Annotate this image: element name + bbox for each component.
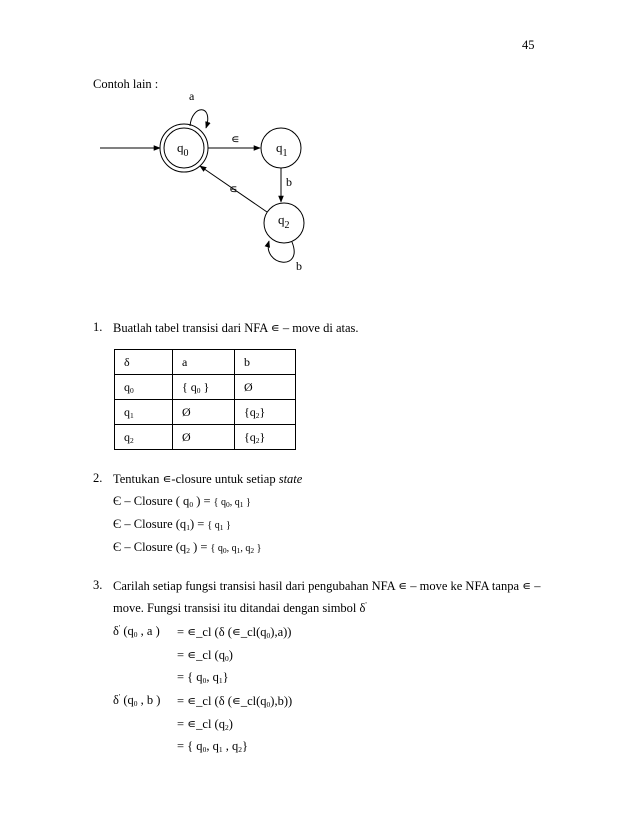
derivation-b-step2: = ∊_cl $(q_2)$: [177, 717, 233, 732]
derivation-b-step1: = ∊_cl (δ $(∊\_cl(q_0),b)$): [177, 694, 293, 709]
delta-prime-q0-b: δ' ($q_0$ , b ): [113, 692, 161, 708]
closure-q0: Є – Closure ( $q_0$ ) = { $q_0$, $q_1$ }: [113, 494, 251, 509]
label-q0-q1: ∊: [231, 132, 240, 146]
table-cell: Ø: [173, 400, 235, 425]
table-row: [115, 400, 296, 425]
label-loop-q0: a: [189, 89, 195, 103]
state-q2-label: $q_2$: [278, 212, 290, 231]
table-header-cell: δ: [115, 350, 173, 375]
closure-q1: Є – Closure $(q_1)$ = { $q_1$ }: [113, 517, 231, 532]
loop-q2: [268, 241, 294, 262]
delta-prime-q0-a: δ' ($q_0$ , a ): [113, 623, 160, 639]
table-row: [115, 375, 296, 400]
derivation-a-step3: = { $q_0$, $q_1$}: [177, 670, 229, 685]
state-q0-label: $q_0$: [177, 140, 189, 159]
label-q2-q0: ∊: [229, 182, 238, 196]
table-cell: $\{q_2\}$: [235, 400, 296, 425]
transition-table: [114, 349, 296, 450]
state-q1-label: $q_1$: [276, 140, 288, 159]
closure-q2: Є – Closure ($q_2$ ) = { $q_0$, $q_1$, $q_2$ }: [113, 540, 262, 555]
intro-text: Contoh lain :: [93, 77, 159, 91]
item1-text: Buatlah tabel transisi dari NFA ∊ – move di atas.: [113, 321, 359, 335]
table-header-cell: b: [235, 350, 296, 375]
table-cell: $q_2$: [115, 425, 173, 450]
item2-text: Tentukan ∊-closure untuk setiap state: [113, 472, 303, 486]
derivation-a-step1: = ∊_cl (δ $(∊\_cl(q_0),a)$): [177, 625, 292, 640]
table-row: [115, 425, 296, 450]
table-cell: $\{q_2\}$: [235, 425, 296, 450]
item1-number: 1.: [93, 320, 103, 334]
table-cell: $q_0$: [115, 375, 173, 400]
label-loop-q2: b: [296, 259, 302, 273]
derivation-b-step3: = { $q_0$, $q_1$ , $q_2$}: [177, 739, 248, 754]
table-header-row: [115, 350, 296, 375]
table-cell: $q_1$: [115, 400, 173, 425]
item3-line1: Carilah setiap fungsi transisi hasil dari pengubahan NFA ∊ – move ke NFA tanpa ∊ –: [113, 579, 541, 593]
nfa-diagram: [0, 0, 638, 290]
table-cell: Ø: [173, 425, 235, 450]
table-header-cell: a: [173, 350, 235, 375]
item2-number: 2.: [93, 471, 103, 485]
table-cell: Ø: [235, 375, 296, 400]
table-cell: { $q_0$ }: [173, 375, 235, 400]
item3-number: 3.: [93, 578, 103, 592]
item3-line2: move. Fungsi transisi itu ditandai dengan simbol δ': [113, 600, 367, 615]
label-q1-q2: b: [286, 175, 292, 189]
derivation-a-step2: = ∊_cl $(q_0)$: [177, 648, 233, 663]
page-number: 45: [522, 38, 535, 52]
